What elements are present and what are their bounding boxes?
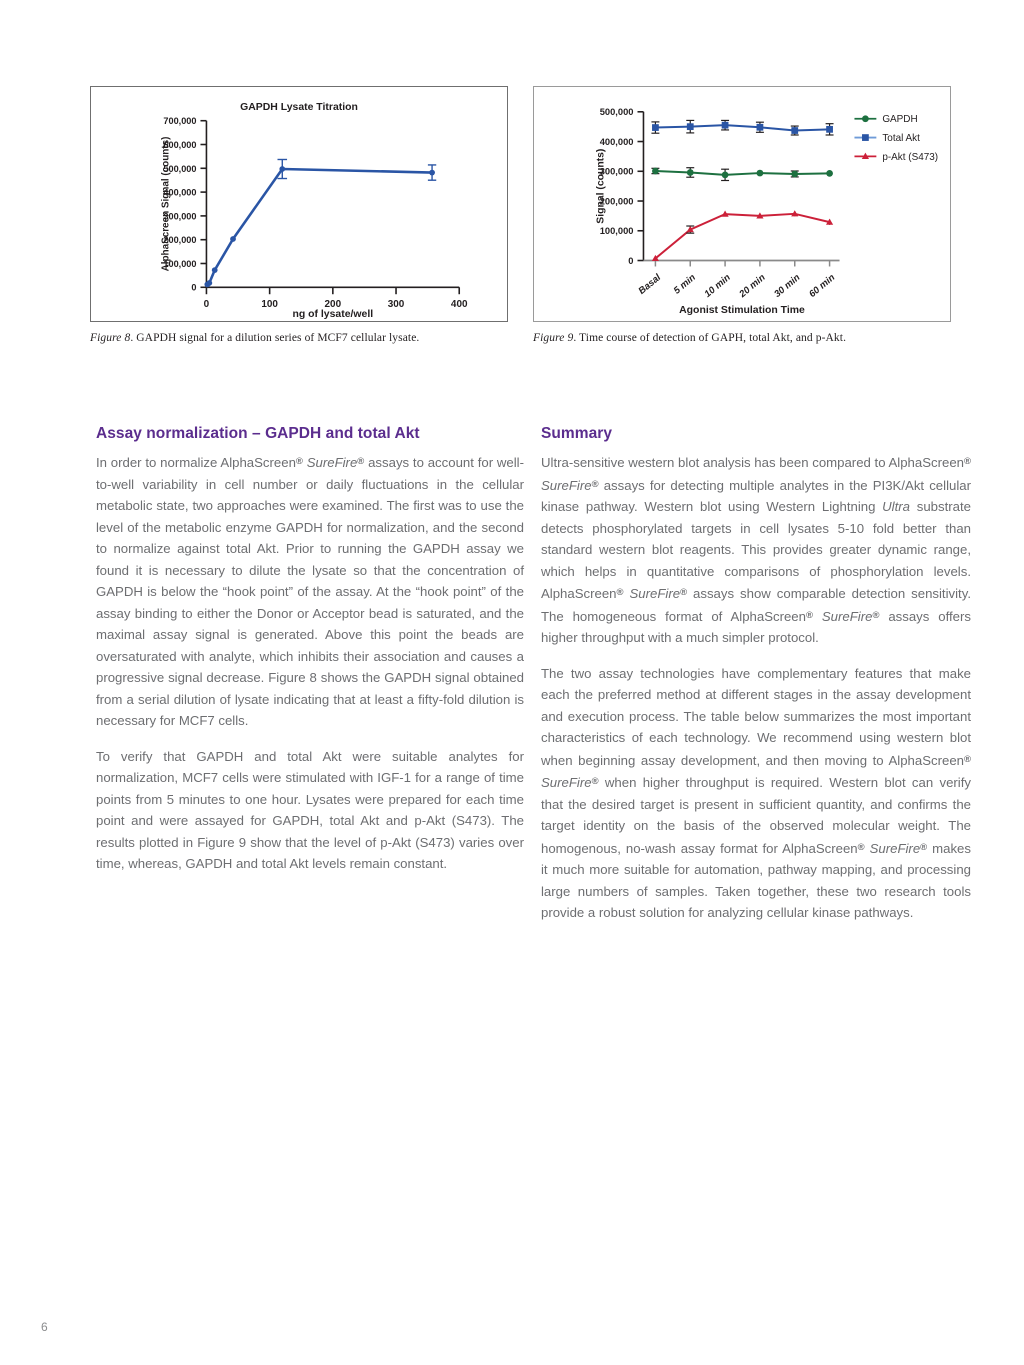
right-text-column bbox=[541, 425, 971, 924]
figure-8-block bbox=[90, 86, 508, 345]
data-line-gapdh bbox=[655, 171, 829, 175]
figure-8-caption-label: Figure 8 bbox=[90, 332, 131, 344]
svg-text:10 min: 10 min bbox=[702, 272, 733, 300]
gapdh-lysate-titration-chart bbox=[91, 87, 507, 321]
figure-9-caption-text: . Time course of detection of GAPH, total Akt, and p-Akt. bbox=[573, 332, 847, 344]
svg-text:500,000: 500,000 bbox=[163, 163, 197, 174]
svg-text:200,000: 200,000 bbox=[599, 196, 634, 207]
legend-label-gapdh: GAPDH bbox=[882, 114, 918, 126]
svg-text:100,000: 100,000 bbox=[599, 226, 634, 237]
svg-text:300: 300 bbox=[387, 299, 405, 311]
data-markers bbox=[204, 166, 434, 287]
left-text-column bbox=[96, 425, 524, 875]
svg-text:5 min: 5 min bbox=[671, 272, 698, 297]
legend-label-total-akt: Total Akt bbox=[882, 133, 920, 145]
x-ticks bbox=[655, 261, 829, 267]
data-line-gapdh bbox=[207, 169, 432, 284]
y-axis-label: Signal (counts) bbox=[595, 148, 607, 224]
figure-9-caption-label: Figure 9 bbox=[533, 332, 574, 344]
chart-title: GAPDH Lysate Titration bbox=[240, 101, 358, 113]
svg-text:300,000: 300,000 bbox=[163, 211, 197, 222]
left-paragraph-2: To verify that GAPDH and total Akt were suitable analytes for normalization, MCF7 cells were stimulated with IGF-1 for a range of time points from 5 minutes to one hour. Lysates were prepared for each time point and were assayed for GAPDH, total Akt and p-Akt (S473). The results plotted in Figure 9 show that the level of p-Akt (S473) varies over time, whereas, GAPDH and total Akt levels remain constant. bbox=[96, 748, 524, 872]
figure-8-caption-text: . GAPDH signal for a dilution series of MCF7 cellular lysate. bbox=[130, 332, 420, 344]
svg-text:500,000: 500,000 bbox=[599, 107, 634, 118]
chart-legend bbox=[854, 114, 938, 163]
svg-text:0: 0 bbox=[628, 256, 634, 266]
figure-9-caption bbox=[533, 331, 951, 345]
svg-text:300,000: 300,000 bbox=[599, 166, 634, 177]
svg-text:0: 0 bbox=[191, 282, 197, 293]
svg-text:400: 400 bbox=[450, 299, 468, 311]
figure-8-chart-frame bbox=[90, 86, 508, 322]
legend-label-p-akt: p-Akt (S473) bbox=[882, 151, 939, 163]
x-tick-labels bbox=[204, 287, 468, 310]
svg-text:100,000: 100,000 bbox=[163, 258, 197, 269]
figure-9-block bbox=[533, 86, 951, 345]
data-line-p-akt bbox=[655, 214, 829, 259]
svg-text:400,000: 400,000 bbox=[599, 137, 634, 148]
svg-text:100: 100 bbox=[261, 299, 278, 311]
page-number: 6 bbox=[41, 1320, 48, 1334]
data-line-total-akt bbox=[655, 125, 829, 130]
svg-text:600,000: 600,000 bbox=[163, 139, 197, 150]
svg-text:200: 200 bbox=[324, 299, 342, 311]
svg-text:200,000: 200,000 bbox=[163, 235, 197, 246]
error-bars bbox=[207, 159, 436, 285]
time-course-detection-chart bbox=[534, 87, 950, 321]
left-section-heading: Assay normalization – GAPDH and total Akt bbox=[96, 425, 420, 442]
x-tick-labels bbox=[637, 272, 838, 301]
svg-text:700,000: 700,000 bbox=[163, 116, 197, 127]
svg-text:60 min: 60 min bbox=[807, 272, 838, 300]
x-axis-label: ng of lysate/well bbox=[292, 309, 374, 321]
svg-text:0: 0 bbox=[203, 299, 210, 311]
svg-text:Basal: Basal bbox=[636, 272, 664, 297]
svg-text:30 min: 30 min bbox=[772, 272, 803, 300]
figures-row bbox=[0, 86, 1024, 356]
right-paragraph-2: The two assay technologies have complementary features that make each the preferred method at different stages in the assay development and execution process. The table below summarizes the most important characteristics of each technology. We recommend using western blot when beginning assay development, and then moving to AlphaScreen® SureFire® when higher throughput is required. Western blot can verify that the desired target is present in sufficient quantity, and confirms the target identity on the basis of the observed molecular weight. The homogenous, no-wash assay format for AlphaScreen® SureFire® makes it much more suitable for automation, pathway mapping, and processing large numbers of samples. Taken together, these two research tools provide a robust solution for analyzing cellular kinase pathways. bbox=[541, 665, 971, 921]
figure-8-caption bbox=[90, 331, 508, 345]
right-paragraph-1: Ultra-sensitive western blot analysis has been compared to AlphaScreen® SureFire® assays for detecting multiple analytes in the PI3K/Akt cellular kinase pathway. Western blot using Western Lightning Ultra substrate detects phosphorylated targets in cell lysates 5-10 fold better than standard western blot reagents. This provides greater dynamic range, which helps in quantitative comparisons of phosphorylation levels. AlphaScreen® SureFire® assays show comparable detection sensitivity. The homogeneous format of AlphaScreen® SureFire® assays offers higher throughput with a much simpler protocol. bbox=[541, 455, 971, 646]
figure-9-chart-frame bbox=[533, 86, 951, 322]
data-markers-p-akt bbox=[652, 210, 833, 261]
x-axis-label: Agonist Stimulation Time bbox=[679, 305, 805, 317]
left-paragraph-1: In order to normalize AlphaScreen® SureFire® assays to account for well-to-well variability in cell number or daily fluctuations in the cellular metabolic state, two approaches were examined. The first was to use the level of the metabolic enzyme GAPDH for normalization, and the second to normalize against total Akt. Prior to running the GAPDH assay we found it is necessary to dilute the lysate so that the concentration of GAPDH is below the “hook point” of the assay. At the “hook point” of the assay binding to either the Donor or Acceptor bead is saturated, and the maximal assay signal is generated. Above this point the beads are oversaturated with analyte, which inhibits their association and causes a progressive signal decrease. Figure 8 shows the GAPDH signal obtained from a serial dilution of lysate indicating that at least a fifty-fold dilution is necessary for MCF7 cells. bbox=[96, 455, 524, 729]
y-axis-label: AlphaScreen Signal (counts) bbox=[160, 136, 172, 272]
right-section-heading: Summary bbox=[541, 425, 612, 442]
svg-text:400,000: 400,000 bbox=[163, 187, 197, 198]
svg-text:20 min: 20 min bbox=[737, 272, 768, 300]
